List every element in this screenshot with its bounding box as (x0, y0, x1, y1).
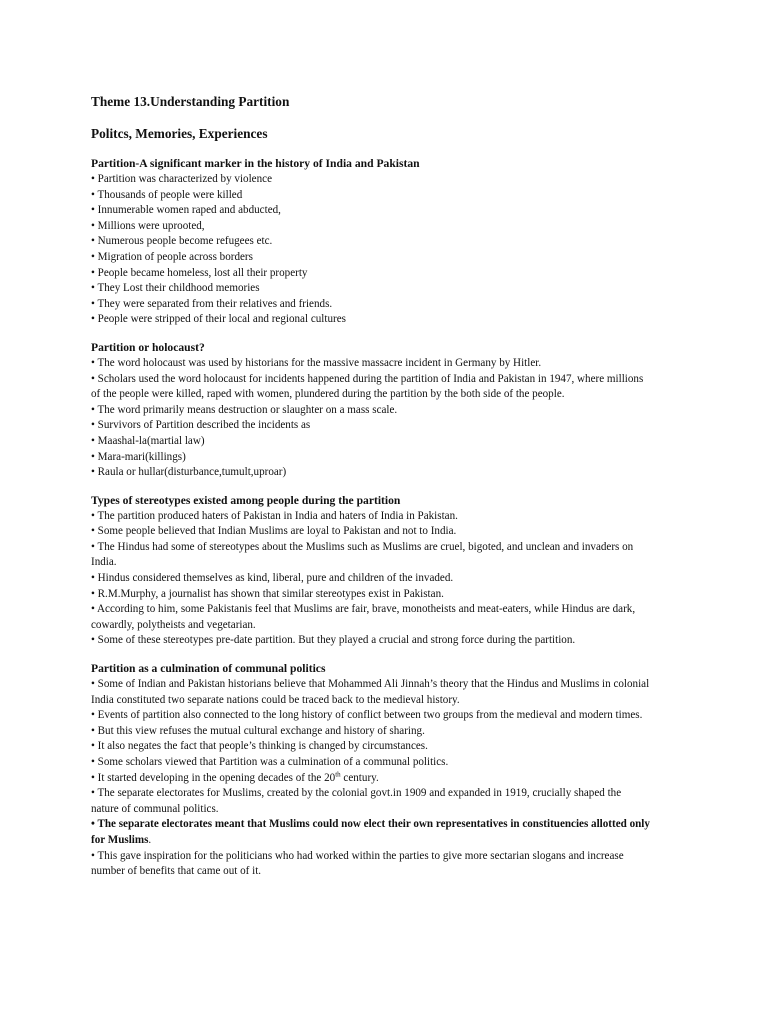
bullet-item: • Millions were uprooted, (91, 219, 205, 232)
bullet-item: • Scholars used the word holocaust for incidents happened during the partition of India and Pakistan in 1947, where millions of the people were killed, raped with women, plundered during the partition by the both side of the people. (91, 372, 644, 401)
bullet-item: • People became homeless, lost all their property (91, 266, 308, 279)
section-heading: Partition as a culmination of communal politics (91, 662, 326, 676)
bullet-item: • According to him, some Pakistanis feel that Muslims are fair, brave, monotheists and meat-eaters, while Hindus are dark, cowardly, polytheists and vegetarian. (91, 603, 636, 631)
document-subtitle: Politcs, Memories, Experiences (91, 126, 268, 141)
bullet-item: • They Lost their childhood memories (91, 282, 260, 295)
bullet-item: • Raula or hullar(disturbance,tumult,uproar) (91, 466, 287, 479)
section-heading: Types of stereotypes existed among people during the partition (91, 493, 401, 507)
bullet-item: • Migration of people across borders (91, 250, 253, 263)
bullet-item: • The partition produced haters of Pakistan in India and haters of India in Pakistan. (91, 509, 458, 522)
bullet-item: • Maashal-la(martial law) (91, 434, 205, 447)
bullet-item: • R.M.Murphy, a journalist has shown that similar stereotypes exist in Pakistan. (91, 587, 444, 600)
bullet-item: • They were separated from their relatives and friends. (91, 297, 333, 310)
bullet-text: century. (340, 771, 379, 784)
bullet-text: . (148, 833, 152, 846)
bullet-item: • The word primarily means destruction or slaughter on a mass scale. (91, 403, 398, 416)
bullet-item: • But this view refuses the mutual cultural exchange and history of sharing. (91, 724, 425, 737)
document-body (91, 93, 651, 880)
bold-bullet-text: • The separate electorates meant that Muslims could now elect their own representatives in constituencies allotted only for Muslims (91, 818, 650, 846)
bullet-item: • People were stripped of their local and regional cultures (91, 313, 346, 326)
bullet-item: • Hindus considered themselves as kind, liberal, pure and children of the invaded. (91, 572, 454, 585)
bullet-item: • Some of these stereotypes pre-date partition. But they played a crucial and strong force during the partition. (91, 634, 576, 647)
bullet-item: • The separate electorates for Muslims, created by the colonial govt.in 1909 and expanded in 1919, crucially shaped the nature of communal politics. (91, 787, 622, 815)
bullet-item: • Thousands of people were killed (91, 188, 243, 201)
bullet-item: • Some of Indian and Pakistan historians believe that Mohammed Ali Jinnah’s theory that the Hindus and Muslims in colonial India constituted two separate nations could be traced back to the medieval history. (91, 678, 650, 706)
bullet-item: • The word holocaust was used by historians for the massive massacre incident in Germany by Hitler. (91, 356, 542, 369)
bullet-item-bold (91, 817, 651, 848)
section-stereotypes (91, 493, 651, 649)
section-partition-marker (91, 156, 651, 328)
bullet-item: • Survivors of Partition described the incidents as (91, 419, 311, 432)
bullet-item: • This gave inspiration for the politicians who had worked within the parties to give more sectarian slogans and increase number of benefits that came out of it. (91, 849, 624, 878)
bullet-item: • Numerous people become refugees etc. (91, 235, 273, 248)
bullet-item: • Innumerable women raped and abducted, (91, 204, 281, 217)
section-heading: Partition or holocaust? (91, 340, 205, 354)
section-partition-holocaust (91, 340, 651, 481)
document-title: Theme 13.Understanding Partition (91, 94, 290, 109)
bullet-item: • Events of partition also connected to the long history of conflict between two groups from the medieval and modern times. (91, 709, 643, 722)
bullet-item: • It also negates the fact that people’s thinking is changed by circumstances. (91, 740, 428, 753)
bullet-item: • Partition was characterized by violence (91, 173, 272, 185)
section-communal-politics (91, 661, 651, 880)
bullet-item: • Mara-mari(killings) (91, 450, 186, 463)
section-heading: Partition-A significant marker in the history of India and Pakistan (91, 157, 420, 170)
bullet-text: • It started developing in the opening decades of the 20 (91, 771, 336, 784)
ordinal-superscript: th (335, 769, 341, 778)
bullet-item-century (91, 771, 651, 787)
bullet-item: • The Hindus had some of stereotypes about the Muslims such as Muslims are cruel, bigoted, and unclean and invaders on India. (91, 540, 634, 569)
bullet-item: • Some people believed that Indian Muslims are loyal to Pakistan and not to India. (91, 525, 457, 538)
bullet-item: • Some scholars viewed that Partition was a culmination of a communal politics. (91, 756, 449, 768)
